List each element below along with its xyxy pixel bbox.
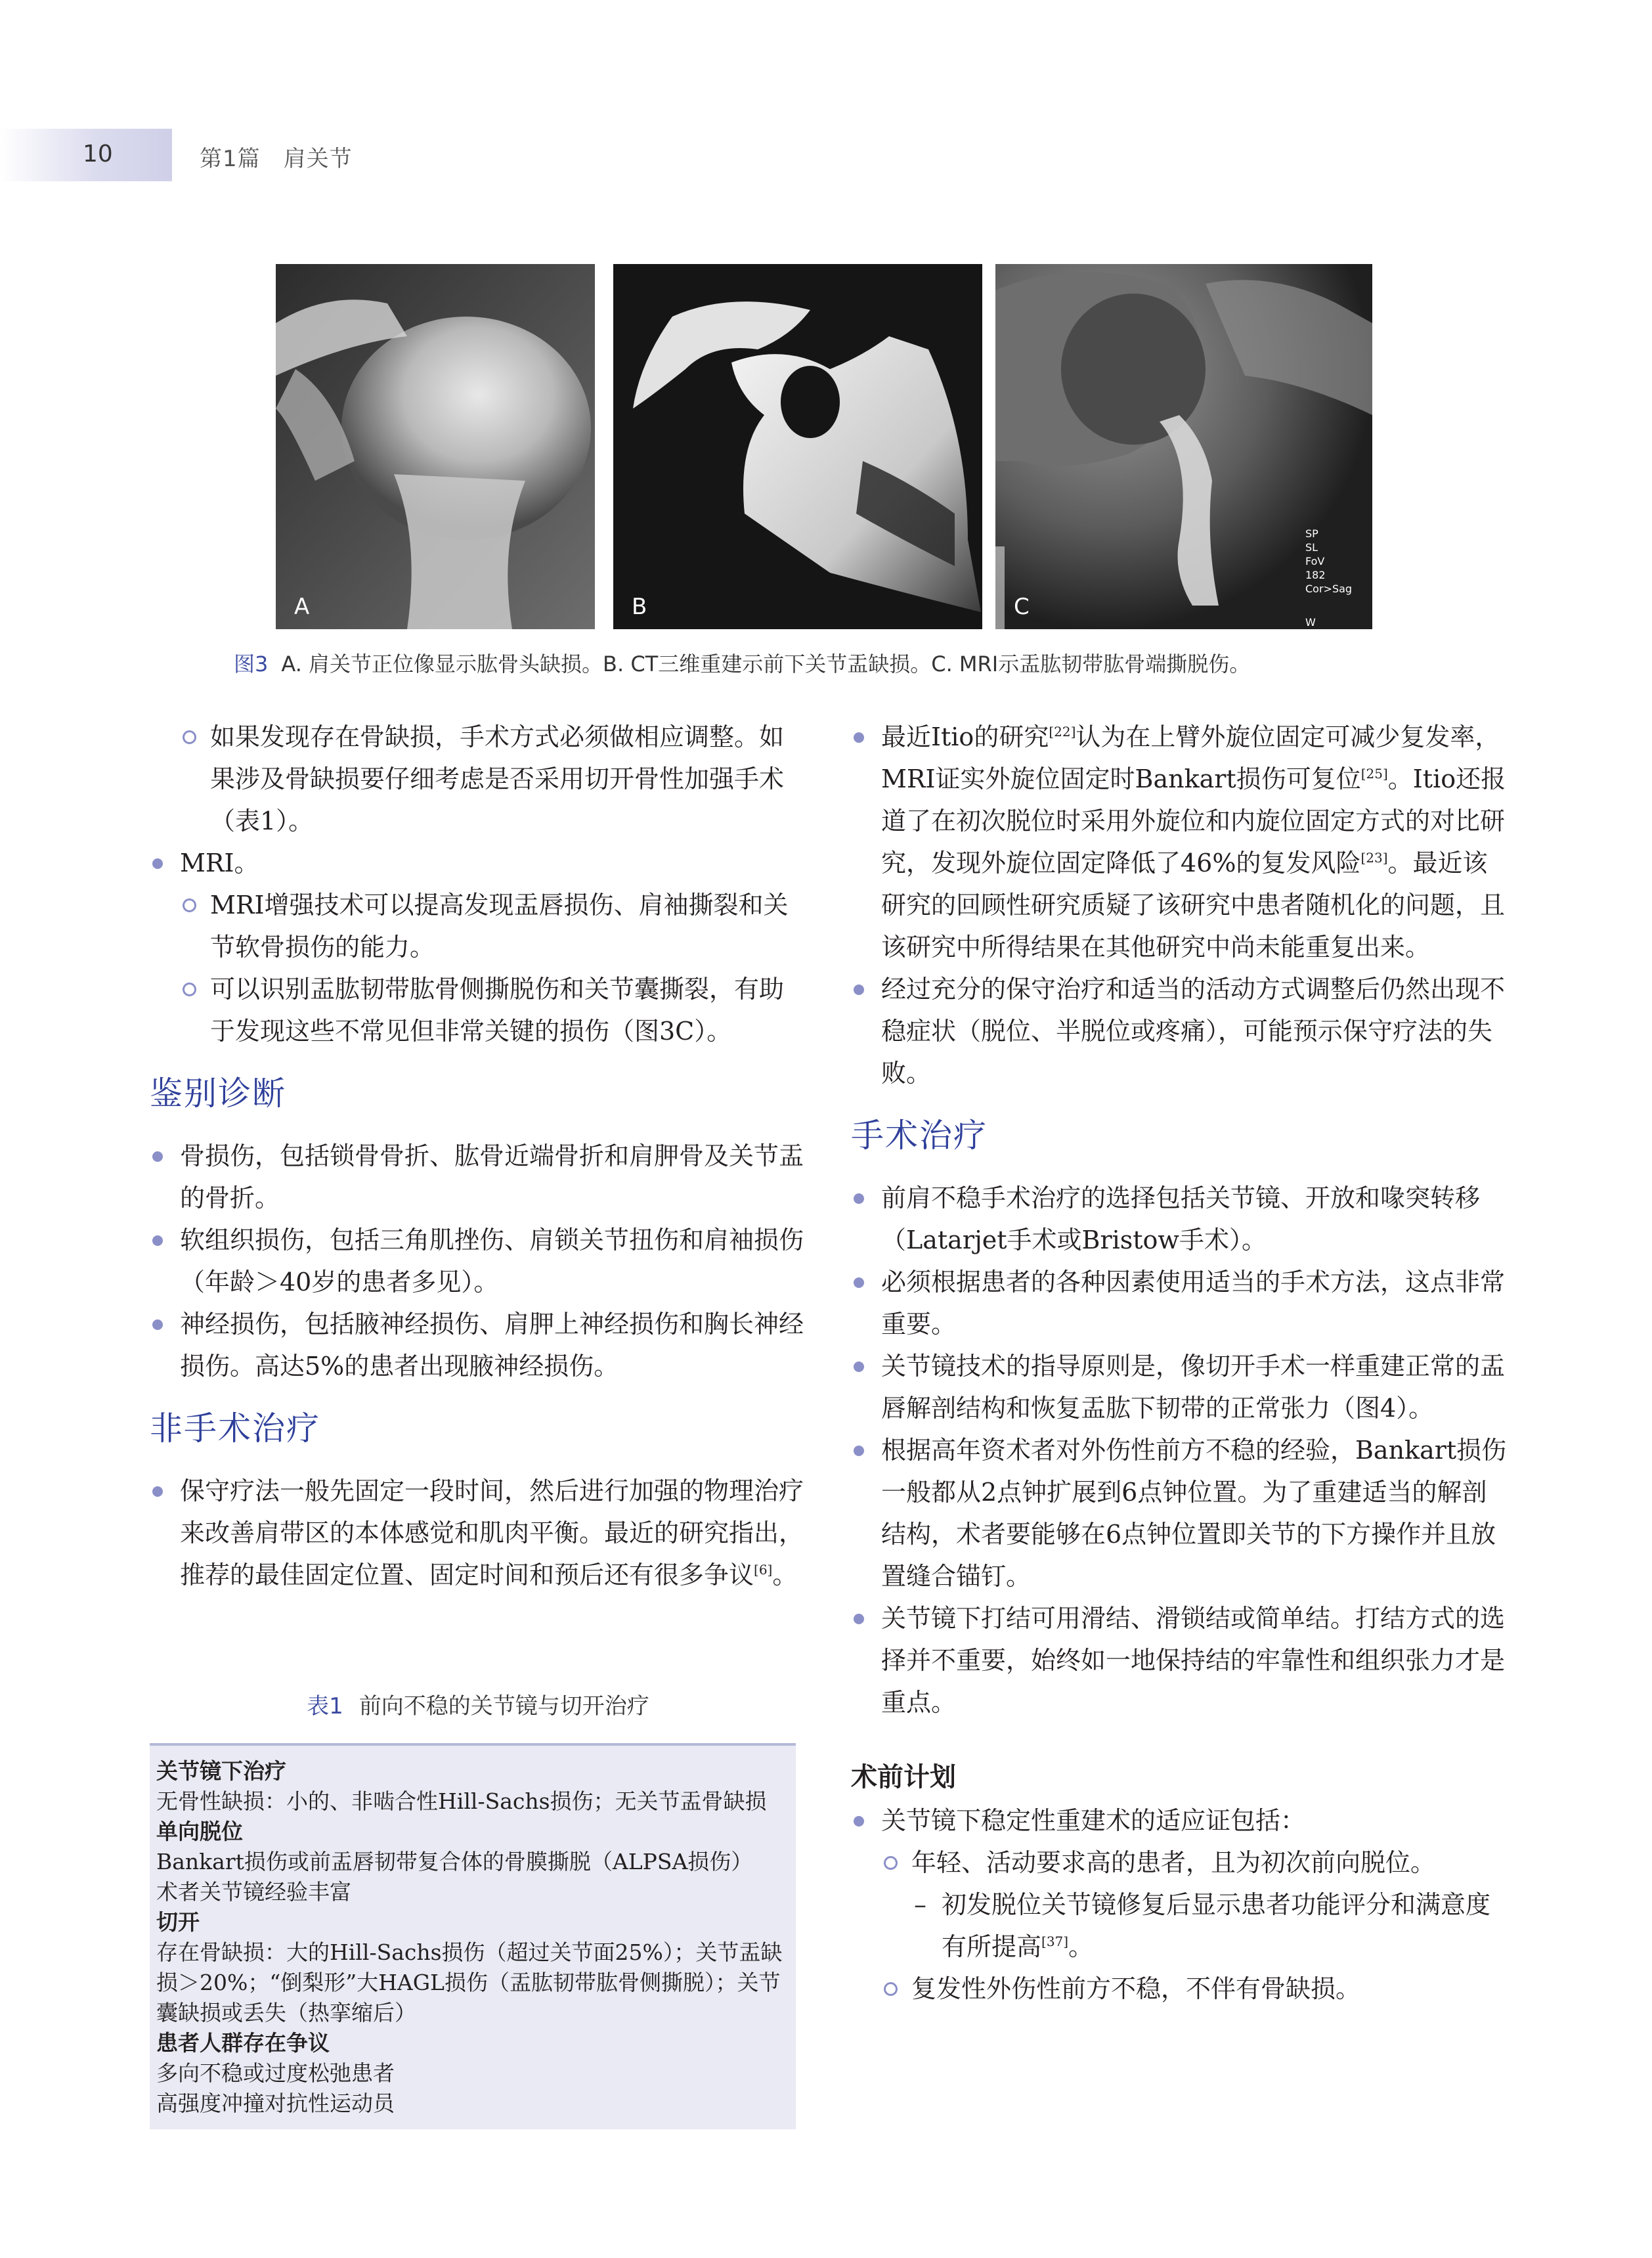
mri-overlay-line: C: [1305, 630, 1313, 642]
figure-panel-a-xray: [276, 264, 595, 629]
citation: [25]: [1360, 766, 1388, 782]
figure-panel-b-ct: [613, 264, 982, 629]
figure-label: 图3: [234, 652, 269, 676]
figure-caption: [234, 648, 1250, 678]
table-row: 高强度冲撞对抗性运动员: [156, 2091, 395, 2116]
mri-overlay-line: Cor>Sag: [1305, 583, 1353, 595]
mri-overlay-line: SL: [1305, 541, 1318, 554]
table-row: 存在骨缺损：大的Hill-Sachs损伤（超过关节面25%）；关节盂缺损＞20%；“倒梨形”大HAGL损伤（盂肱韧带肱骨侧撕脱）；关节囊缺损或丢失（热挛缩后）: [156, 1939, 783, 2026]
ct-image: [613, 264, 982, 629]
table-group-heading: 患者人群存在争议: [156, 2030, 330, 2056]
left-column: [150, 716, 806, 1596]
list-item-text: 。: [1068, 1932, 1094, 1961]
citation: [37]: [1041, 1934, 1069, 1949]
citation: [6]: [754, 1562, 773, 1578]
mri-overlay-line: W: [1305, 616, 1316, 629]
panel-letter-c: C: [1014, 594, 1030, 620]
subsection-heading-preop: 术前计划: [851, 1762, 956, 1792]
list-item: 关节镜下稳定性重建术的适应证包括：: [851, 1800, 1508, 1842]
mri-overlay-line: FoV: [1305, 555, 1325, 567]
section-heading-nonoperative: 非手术治疗: [150, 1409, 320, 1448]
figure-caption-text: A. 肩关节正位像显示肱骨头缺损。B. CT三维重建示前下关节盂缺损。C. MRI示盂肱韧带肱骨端撕脱伤。: [281, 652, 1251, 676]
panel-letter-a: A: [294, 594, 310, 620]
mri-overlay-text: [1305, 527, 1368, 643]
list-item: MRI增强技术可以提高发现盂唇损伤、肩袖撕裂和关节软骨损伤的能力。: [180, 884, 806, 968]
list-item: 复发性外伤性前方不稳，不伴有骨缺损。: [881, 1968, 1508, 2010]
list-item: 关节镜下打结可用滑结、滑锁结或简单结。打结方式的选择并不重要，始终如一地保持结的牢靠性和组织张力才是重点。: [851, 1597, 1508, 1723]
list-item: 年轻、活动要求高的患者，且为初次前向脱位。: [881, 1842, 1508, 1884]
table-title: [150, 1688, 806, 1720]
list-item: 经过充分的保守治疗和适当的活动方式调整后仍然出现不稳症状（脱位、半脱位或疼痛），可能预示保守疗法的失败。: [851, 968, 1508, 1094]
table-group-heading: 单向脱位: [156, 1819, 243, 1844]
list-item: 神经损伤，包括腋神经损伤、肩胛上神经损伤和胸长神经损伤。高达5%的患者出现腋神经损伤。: [150, 1303, 806, 1387]
list-item: MRI。: [150, 842, 806, 884]
section-heading-differential: 鉴别诊断: [150, 1074, 286, 1113]
section-heading-surgery: 手术治疗: [851, 1117, 988, 1155]
list-item: 前肩不稳手术治疗的选择包括关节镜、开放和喙突转移（Latarjet手术或Bristow手术）。: [851, 1177, 1508, 1261]
list-item-text: 保守疗法一般先固定一段时间，然后进行加强的物理治疗来改善肩带区的本体感觉和肌肉平衡。最近的研究指出，推荐的最佳固定位置、固定时间和预后还有很多争议: [180, 1476, 804, 1589]
table-title-text: 前向不稳的关节镜与切开治疗: [359, 1693, 649, 1719]
list-item-text: 。: [772, 1561, 798, 1589]
list-item: [911, 1884, 1508, 1968]
list-item: 必须根据患者的各种因素使用适当的手术方法，这点非常重要。: [851, 1261, 1508, 1345]
table-group-heading: 关节镜下治疗: [156, 1758, 286, 1784]
table-1: [150, 1743, 796, 2129]
xray-image: [276, 264, 595, 629]
list-item: 骨损伤，包括锁骨骨折、肱骨近端骨折和肩胛骨及关节盂的骨折。: [150, 1135, 806, 1219]
running-head: 第1篇 肩关节: [200, 146, 353, 172]
table-label: 表1: [307, 1693, 343, 1719]
list-item-text: 。Itio还报道了在初次脱位时采用外旋位和内旋位固定方式的对比研究，发现外旋位固定降低了46%的复发风险: [881, 764, 1506, 877]
citation: [23]: [1360, 850, 1388, 866]
citation: [22]: [1049, 724, 1076, 740]
list-item: 可以识别盂肱韧带肱骨侧撕脱伤和关节囊撕裂，有助于发现这些不常见但非常关键的损伤（图3C）。: [180, 968, 806, 1052]
mri-overlay-line: SP: [1305, 527, 1318, 540]
list-item: [851, 716, 1508, 968]
list-item-text: 最近Itio的研究: [881, 722, 1049, 751]
table-row: 术者关节镜经验丰富: [156, 1879, 351, 1905]
list-item: [150, 1470, 806, 1596]
table-group-heading: 切开: [156, 1909, 200, 1935]
list-item: 如果发现存在骨缺损，手术方式必须做相应调整。如果涉及骨缺损要仔细考虑是否采用切开骨性加强手术（表1）。: [180, 716, 806, 842]
list-item-text: 。最近该研究的回顾性研究质疑了该研究中患者随机化的问题，且该研究中所得结果在其他研究中尚未能重复出来。: [881, 849, 1506, 962]
table-row: 多向不稳或过度松弛患者: [156, 2060, 395, 2086]
list-item: 关节镜技术的指导原则是，像切开手术一样重建正常的盂唇解剖结构和恢复盂肱下韧带的正常张力（图4）。: [851, 1345, 1508, 1429]
list-item-text: 初发脱位关节镜修复后显示患者功能评分和满意度有所提高: [942, 1890, 1491, 1961]
page-number: 10: [83, 141, 113, 167]
list-item: 根据高年资术者对外伤性前方不稳的经验，Bankart损伤一般都从2点钟扩展到6点钟位置。为了重建适当的解剖结构，术者要能够在6点钟位置即关节的下方操作并且放置缝合锚钉。: [851, 1429, 1508, 1597]
table-row: Bankart损伤或前盂唇韧带复合体的骨膜撕脱（ALPSA损伤）: [156, 1849, 753, 1874]
table-row: 无骨性缺损：小的、非啮合性Hill-Sachs损伤；无关节盂骨缺损: [156, 1788, 767, 1814]
list-item: 软组织损伤，包括三角肌挫伤、肩锁关节扭伤和肩袖损伤（年龄＞40岁的患者多见）。: [150, 1219, 806, 1303]
list-item-text: 认为在上臂外旋位固定可减少复发率，MRI证实外旋位固定时Bankart损伤可复位: [881, 722, 1500, 793]
mri-overlay-line: 182: [1305, 569, 1326, 581]
right-column: [851, 716, 1508, 2010]
panel-letter-b: B: [632, 594, 647, 620]
figure-panel-c-mri: [995, 264, 1372, 642]
